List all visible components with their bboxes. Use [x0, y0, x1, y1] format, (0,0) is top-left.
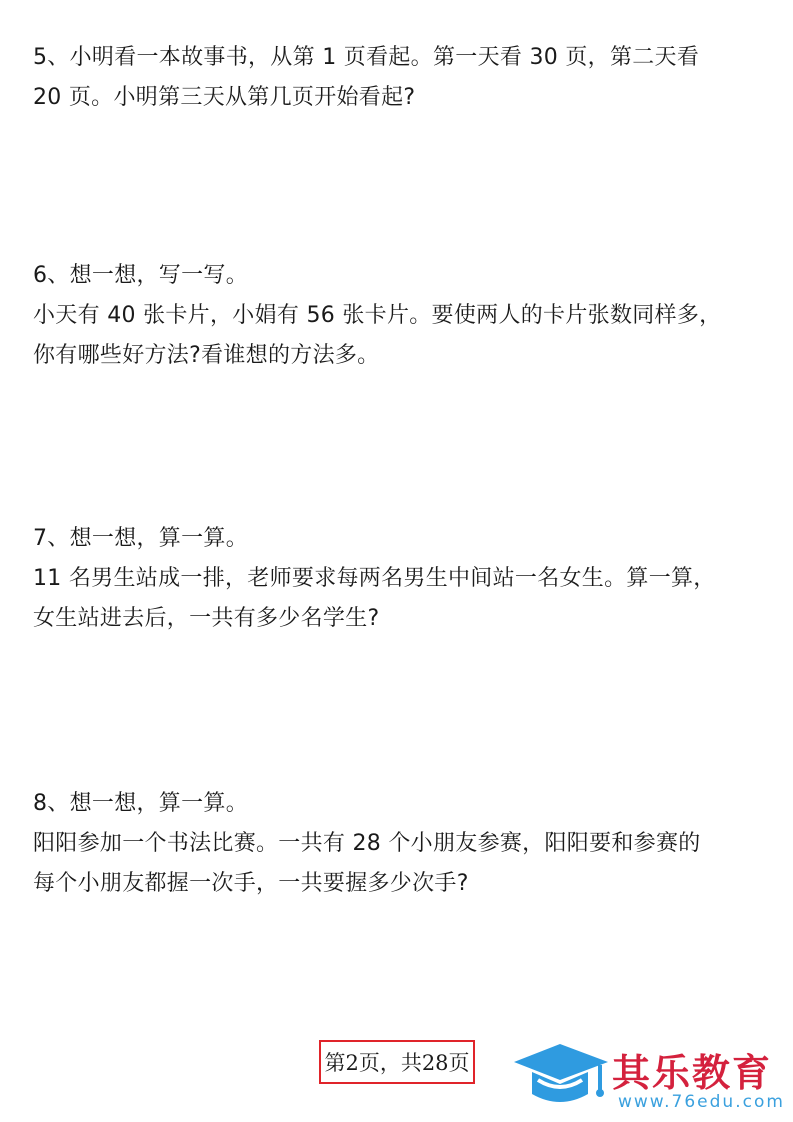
question-8-title: 8、想一想，算一算。 [33, 791, 248, 816]
brand-url: www.76edu.com [618, 1092, 785, 1112]
question-6-title: 6、想一想，写一写。 [33, 263, 248, 288]
question-7-title: 7、想一想，算一算。 [33, 526, 248, 551]
question-7-line-2: 女生站进去后，一共有多少名学生? [33, 606, 380, 631]
brand-name: 其乐教育 [612, 1051, 773, 1095]
graduation-cap-icon [508, 1040, 612, 1116]
question-7 [33, 519, 773, 639]
question-6-line-1: 小天有 40 张卡片，小娟有 56 张卡片。要使两人的卡片张数同样多， [33, 303, 722, 328]
question-8-line-1: 阳阳参加一个书法比赛。一共有 28 个小朋友参赛，阳阳要和参赛的 [33, 831, 701, 856]
question-6 [33, 256, 773, 376]
question-5 [33, 38, 773, 118]
question-7-line-1: 11 名男生站成一排，老师要求每两名男生中间站一名女生。算一算， [33, 566, 716, 591]
question-5-line-2: 20 页。小明第三天从第几页开始看起? [33, 85, 416, 110]
question-8-line-2: 每个小朋友都握一次手，一共要握多少次手? [33, 871, 469, 896]
question-5-line-1: 5、小明看一本故事书，从第 1 页看起。第一天看 30 页，第二天看 [33, 45, 700, 70]
question-6-line-2: 你有哪些好方法?看谁想的方法多。 [33, 343, 380, 368]
page-number: 第2页，共28页 [319, 1040, 475, 1084]
brand-logo [508, 1040, 788, 1116]
question-8 [33, 784, 773, 904]
